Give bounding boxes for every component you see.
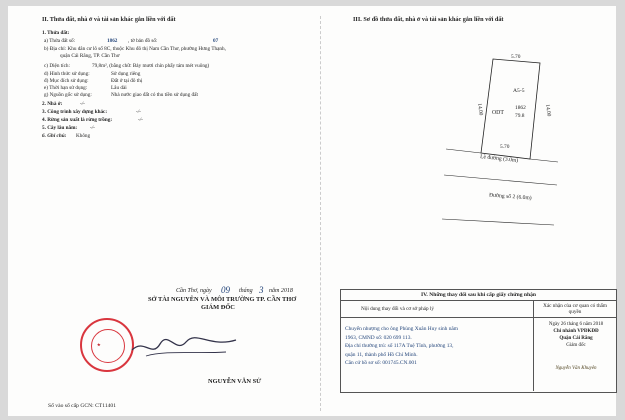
dim-bottom: 5.70 [500, 144, 510, 150]
usage-form-value: Sử dụng riêng [111, 71, 141, 77]
sidewalk-label: Lề đường (3.0m) [479, 154, 519, 164]
road-label: Đường số 2 (6.0m) [488, 192, 532, 202]
area-label-map: 79.8 [515, 113, 525, 119]
confirmation-district: Quận Cái Răng [559, 336, 593, 341]
director-title: GIÁM ĐỐC [201, 304, 235, 311]
issue-month: 3 [259, 285, 264, 295]
usage-origin-value: Nhà nước giao đất có thu tiền sử dụng đất [111, 92, 198, 98]
notes-value: Không [76, 133, 91, 139]
issue-month-label: tháng [239, 288, 253, 294]
address-line-2: quận Cái Răng, TP. Cần Thơ [60, 53, 120, 59]
issue-place: Cần Thơ, ngày [176, 288, 212, 294]
forest-value: -/- [138, 117, 143, 123]
dim-top: 5.70 [511, 54, 521, 60]
change-line: 1963, CMND số: 020 699 113. [345, 334, 412, 341]
table-divider [341, 300, 616, 301]
issue-year: năm 2018 [269, 288, 293, 294]
usage-purpose-label: đ) Mục đích sử dụng: [44, 78, 89, 84]
usage-form-label: d) Hình thức sử dụng: [44, 71, 90, 77]
seal-text: ★ [97, 342, 101, 347]
page-fold-divider [320, 16, 321, 411]
area-value: 79,8m², (bằng chữ: Bảy mươi chín phẩy tám mét vuông) [92, 63, 210, 69]
confirmation-entry [537, 321, 615, 372]
section-4-title: IV. Những thay đổi sau khi cấp giấy chứng nhận [420, 292, 537, 298]
director-signature-icon [126, 328, 246, 368]
table-divider [533, 300, 534, 391]
confirmation-org: Chi nhánh VPĐKĐĐ [553, 329, 599, 334]
lot-code: A5-5 [513, 88, 525, 94]
area-label: c) Diện tích: [44, 63, 70, 69]
confirmation-signer: Nguyễn Văn Khuyên [555, 366, 597, 371]
land-type: ODT [492, 110, 504, 116]
address-line-1: b) Địa chỉ: Khu dân cư lô số 8C, thuộc Khu đô thị Nam Cần Thơ, phường Hưng Thạnh, [44, 46, 226, 52]
section-3-title: III. Sơ đồ thửa đất, nhà ở và tài sản khác gắn liền với đất [353, 16, 504, 23]
dim-right: 14.00 [544, 104, 552, 117]
parcel-label: 1862 [515, 105, 526, 111]
usage-purpose-value: Đất ở tại đô thị [111, 78, 143, 84]
house-heading: 2. Nhà ở: [42, 101, 63, 107]
forest-heading: 4. Rừng sản xuất là rừng trồng: [42, 117, 113, 123]
notes-heading: 6. Ghi chú: [42, 133, 67, 139]
change-entry [345, 325, 458, 368]
issue-day: 09 [221, 285, 230, 295]
col-header-changes: Nội dung thay đổi và cơ sở pháp lý [361, 306, 434, 312]
perennial-value: -/- [90, 125, 95, 131]
usage-term-value: Lâu dài [111, 85, 127, 91]
parcel-heading: 1. Thửa đất: [42, 30, 70, 36]
change-line: Địa chỉ thường trú: số 117A Tuệ Tĩnh, phường 13, [345, 343, 454, 349]
map-sheet-number: 07 [213, 38, 219, 44]
parcel-diagram [418, 51, 563, 226]
registry-serial: Số vào sổ cấp GCN: CT11401 [48, 403, 117, 409]
issuing-authority: SỞ TÀI NGUYÊN VÀ MÔI TRƯỜNG TP. CẦN THƠ [148, 296, 297, 303]
house-value: -/- [80, 101, 85, 107]
usage-term-label: e) Thời hạn sử dụng: [44, 85, 88, 91]
certificate-page [8, 6, 616, 416]
parcel-number: 1862 [107, 38, 118, 44]
change-line: quận 11, thành phố Hồ Chí Minh. [345, 351, 418, 358]
col-header-confirmation: Xác nhận của cơ quan có thẩm quyền [543, 303, 607, 315]
section-2-title: II. Thửa đất, nhà ở và tài sản khác gắn liền với đất [42, 16, 176, 23]
dim-left: 14.00 [476, 103, 484, 116]
director-name: NGUYỄN VĂN SỬ [208, 378, 262, 385]
map-sheet-label: , tờ bản đồ số: [128, 38, 158, 44]
other-structures-value: -/- [136, 109, 141, 115]
change-line: Chuyển nhượng cho ông Phùng Xuân Huy sinh năm [345, 326, 458, 332]
other-structures-heading: 3. Công trình xây dựng khác: [42, 109, 108, 115]
confirmation-role: Giám đốc [566, 343, 586, 348]
confirmation-spacer [537, 349, 615, 365]
table-divider [341, 317, 616, 318]
parcel-number-label: a) Thửa đất số: [44, 38, 76, 44]
changes-table [340, 289, 617, 393]
perennial-heading: 5. Cây lâu năm: [42, 125, 78, 131]
change-line: Căn cứ hồ sơ số: 001745.CN.001 [345, 360, 417, 366]
usage-origin-label: g) Nguồn gốc sử dụng: [44, 92, 92, 98]
confirmation-date: Ngày 26 tháng 6 năm 2018 [548, 322, 604, 327]
